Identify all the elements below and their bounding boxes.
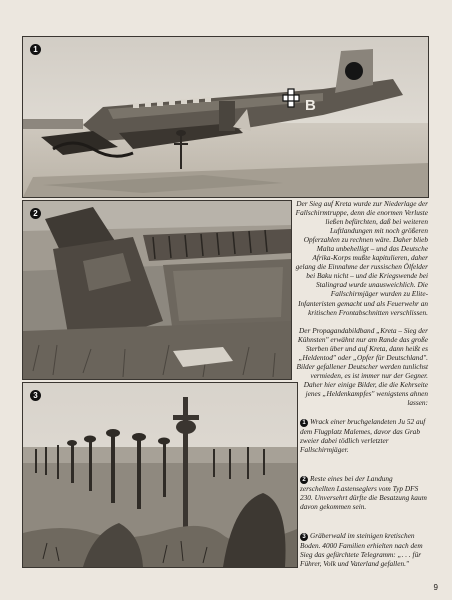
photo-number-badge: 2 xyxy=(30,208,41,219)
caption-text: Wrack einer bruchgelandeten Ju 52 auf dem Flugplatz Malemes, davor das Grab zweier dabei tödlich verletzter Fallschirmjäger. xyxy=(300,417,426,455)
caption-1 xyxy=(300,417,428,454)
glider-wreck-image xyxy=(23,201,291,379)
body-paragraph: Der Sieg auf Kreta wurde zur Niederlage der Fallschirmtruppe, denn die enormen Verluste ließen befürchten, daß bei weiteren Luftlandungen mit noch größeren Opferzahlen zu rechnen wäre. Daher blieb Malta unbehelligt – und das Deutsche Afrika-Korps mußte kapitulieren, daher gelang die Einnahme der russischen Ölfelder bei Baku nicht – und die Kriegswende bei Stalingrad wurde unausweichlich. Die Fallschirmjäger wurden zu Elite-Infanteristen gemacht und als Feuerwehr an kritischen Frontabschnitten verschlissen. xyxy=(295,199,428,317)
caption-text: Gräberwald im steinigen kretischen Boden. 4000 Familien erhielten nach dem Sieg das gefürchtete Telegramm: „. . . für Führer, Volk und Vaterland gefallen." xyxy=(300,531,423,569)
body-text-column xyxy=(295,199,428,416)
caption-number-badge: 3 xyxy=(300,533,308,541)
caption-number-badge: 1 xyxy=(300,419,308,427)
page-number: 9 xyxy=(433,583,438,592)
photo-number-badge: 1 xyxy=(30,44,41,55)
photo-graves-field xyxy=(22,382,298,568)
graves-field-image xyxy=(23,383,297,567)
plane-marking-letter: B xyxy=(305,97,316,114)
caption-3 xyxy=(300,531,428,568)
caption-2 xyxy=(300,474,428,511)
photo-glider-wreck xyxy=(22,200,292,380)
ju52-wreck-image xyxy=(23,37,428,197)
photo-ju52-wreck xyxy=(22,36,429,198)
caption-text: Reste eines bei der Landung zerschellten Lastenseglers vom Typ DFS 230. Unversehrt dürfte die Besatzung kaum davon gekommen sein. xyxy=(300,474,427,512)
caption-number-badge: 2 xyxy=(300,476,308,484)
photo-number-badge: 3 xyxy=(30,390,41,401)
body-paragraph: Der Propagandabildband „Kreta – Sieg der Kühnsten" erwähnt nur am Rande das große Sterben über und auf Kreta, dann heißt es „Heldentod" oder „Opfer für Deutschland". Bilder gefallener Deutscher werden tunlichst vermieden, es ist immer nur der Gegner. Daher hier einige Bilder, die die Kehrseite jenes „Heldenkampfes" wenigstens ahnen lassen: xyxy=(296,325,428,407)
